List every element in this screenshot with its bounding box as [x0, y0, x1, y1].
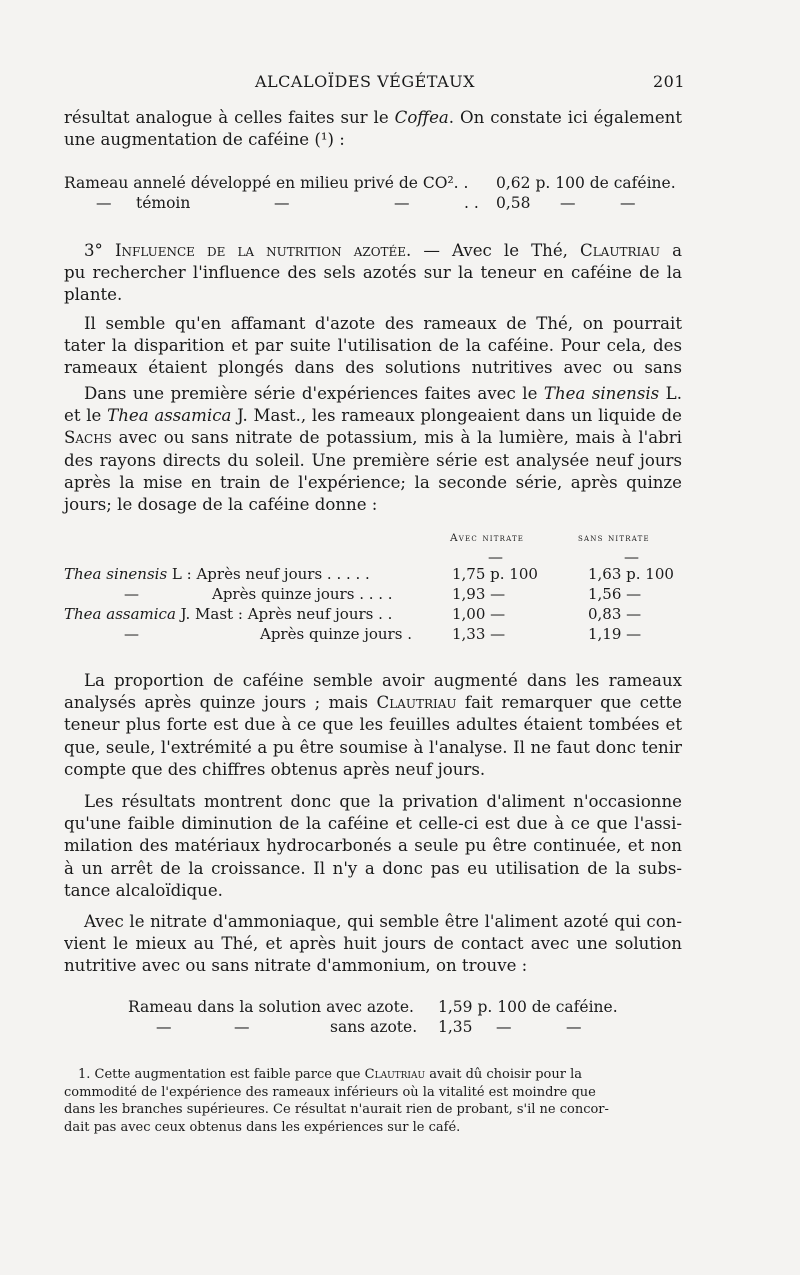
text-line: plante. — [64, 285, 123, 305]
text-line: Les résultats montrent donc que la privation d'aliment n'occasionne — [84, 792, 682, 811]
table-cell: 0,83 — — [588, 605, 642, 623]
ditto-mark: — — [124, 585, 139, 603]
intro-paragraph — [64, 107, 682, 151]
text-line: Sachs avec ou sans nitrate de potassium, mis à la lumière, mais à l'abri — [64, 428, 682, 448]
text-line: à un arrêt de la croissance. Il n'y a donc pas eu utilisation de la subs- — [64, 858, 682, 878]
table-cell: 1,33 — — [452, 625, 506, 643]
footnote — [64, 1066, 682, 1136]
ditto-mark: — — [96, 194, 112, 212]
table-row-label: témoin — [136, 194, 191, 212]
footnote-line: commodité de l'expérience des rameaux inférieurs où la vitalité est moindre que — [64, 1084, 596, 1100]
table-row-value: 0,62 p. 100 de caféine. — [496, 174, 676, 192]
table-row: Après quinze jours . . . . — [212, 585, 393, 603]
text-line: tance alcaloïdique. — [64, 880, 223, 900]
table-cell: 1,00 — — [452, 605, 506, 623]
text-line: pu rechercher l'influence des sels azotés sur la teneur en caféine de la — [64, 263, 682, 283]
section-heading-line: 3° Influence de la nutrition azotée. — Avec le Thé, Clautriau a — [84, 241, 682, 260]
text-line: Il semble qu'en affamant d'azote des rameaux de Thé, on pourrait — [84, 314, 682, 333]
paragraph — [64, 383, 682, 516]
table-row-label: Rameau dans la solution avec azote. — [128, 998, 414, 1016]
ditto-mark: — — [274, 194, 290, 212]
text-line: et le Thea assamica J. Mast., les rameaux plongeaient dans un liquide de — [64, 406, 682, 426]
table-row-label: sans azote. — [330, 1018, 418, 1036]
leader-dots: . . — [464, 194, 479, 212]
table-cell: 1,63 p. 100 — [588, 565, 674, 583]
page-number: 201 — [652, 72, 685, 91]
paragraph — [64, 791, 682, 902]
text-line: tater la disparition et par suite l'utilisation de la caféine. Pour cela, des — [64, 336, 682, 356]
table-cell: 1,56 — — [588, 585, 642, 603]
table-row-value: 1,35 — [438, 1018, 473, 1036]
text-line: teneur plus forte est due à ce que les feuilles adultes étaient tombées et — [64, 715, 682, 735]
footnote-line: 1. Cette augmentation est faible parce que Clautriau avait dû choisir pour la — [78, 1067, 582, 1082]
ditto-mark: — — [394, 194, 410, 212]
paragraph — [64, 911, 682, 978]
footnote-line: dait pas avec ceux obtenus dans les expériences sur le café. — [64, 1119, 461, 1135]
text-line: que, seule, l'extrémité a pu être soumise à l'analyse. Il ne faut donc tenir — [64, 737, 682, 757]
ditto-mark: — — [560, 194, 576, 212]
footnote-line: dans les branches supérieures. Ce résultat n'aurait rien de probant, s'il ne concor- — [64, 1102, 609, 1117]
table-row: Thea assamica J. Mast : Après neuf jours . . — [64, 605, 393, 623]
paragraph — [64, 313, 682, 380]
ditto-mark: — — [624, 548, 639, 566]
ditto-mark: — — [620, 194, 636, 212]
ditto-mark: — — [124, 625, 139, 643]
text-line: analysés après quinze jours ; mais Clautriau fait remarquer que cette — [64, 693, 682, 713]
running-title: ALCALOÏDES VÉGÉTAUX — [255, 72, 476, 91]
ditto-mark: — — [488, 548, 503, 566]
paragraph — [64, 670, 682, 781]
text-line: Dans une première série d'expériences faites avec le Thea sinensis L. — [84, 384, 682, 403]
table-cell: 1,75 p. 100 — [452, 565, 538, 583]
table-co2 — [64, 174, 684, 218]
section-title: Influence de la nutrition azotée. — [114, 241, 412, 260]
table-row-value: 0,58 — [496, 194, 531, 212]
ditto-mark: — — [156, 1018, 172, 1036]
table-cell: 1,93 — — [452, 585, 506, 603]
section-3-paragraph — [64, 240, 682, 307]
text-line: qu'une faible diminution de la caféine et celle-ci est due à ce que l'assi- — [64, 814, 682, 834]
text-line: milation des matériaux hydrocarbonés a seule pu être continuée, et non — [64, 836, 682, 856]
ditto-mark: — — [566, 1018, 582, 1036]
text-line: rameaux étaient plongés dans des solutions nutritives avec ou sans — [64, 358, 682, 378]
text-line: La proportion de caféine semble avoir augmenté dans les rameaux — [84, 671, 682, 690]
text-line: nutritive avec ou sans nitrate d'ammonium, on trouve : — [64, 956, 528, 976]
text-line: résultat analogue à celles faites sur le Coffea. On constate ici également — [64, 108, 682, 127]
table-row: Après quinze jours . — [260, 625, 412, 643]
table-cell: 1,19 — — [588, 625, 642, 643]
ditto-mark: — — [234, 1018, 250, 1036]
text-line: vient le mieux au Thé, et après huit jours de contact avec une solution — [64, 934, 682, 954]
ditto-mark: — — [496, 1018, 512, 1036]
text-line: une augmentation de caféine (¹) : — [64, 130, 345, 150]
text-line: après la mise en train de l'expérience; la seconde série, après quinze — [64, 472, 682, 492]
text-line: des rayons directs du soleil. Une première série est analysée neuf jours — [64, 450, 682, 470]
column-header-without-nitrate: sans nitrate — [578, 532, 650, 544]
table-nitrate — [64, 530, 684, 646]
table-row-label: Rameau annelé développé en milieu privé de CO². . — [64, 174, 469, 192]
table-ammonium — [64, 998, 684, 1040]
table-row-value: 1,59 p. 100 de caféine. — [438, 998, 618, 1016]
text-line: Avec le nitrate d'ammoniaque, qui semble être l'aliment azoté qui con- — [84, 912, 682, 931]
text-line: compte que des chiffres obtenus après neuf jours. — [64, 759, 486, 779]
column-header-with-nitrate: Avec nitrate — [450, 532, 525, 544]
running-header — [70, 72, 685, 98]
text-line: jours; le dosage de la caféine donne : — [64, 494, 378, 514]
table-row: Thea sinensis L : Après neuf jours . . . . . — [64, 565, 370, 583]
